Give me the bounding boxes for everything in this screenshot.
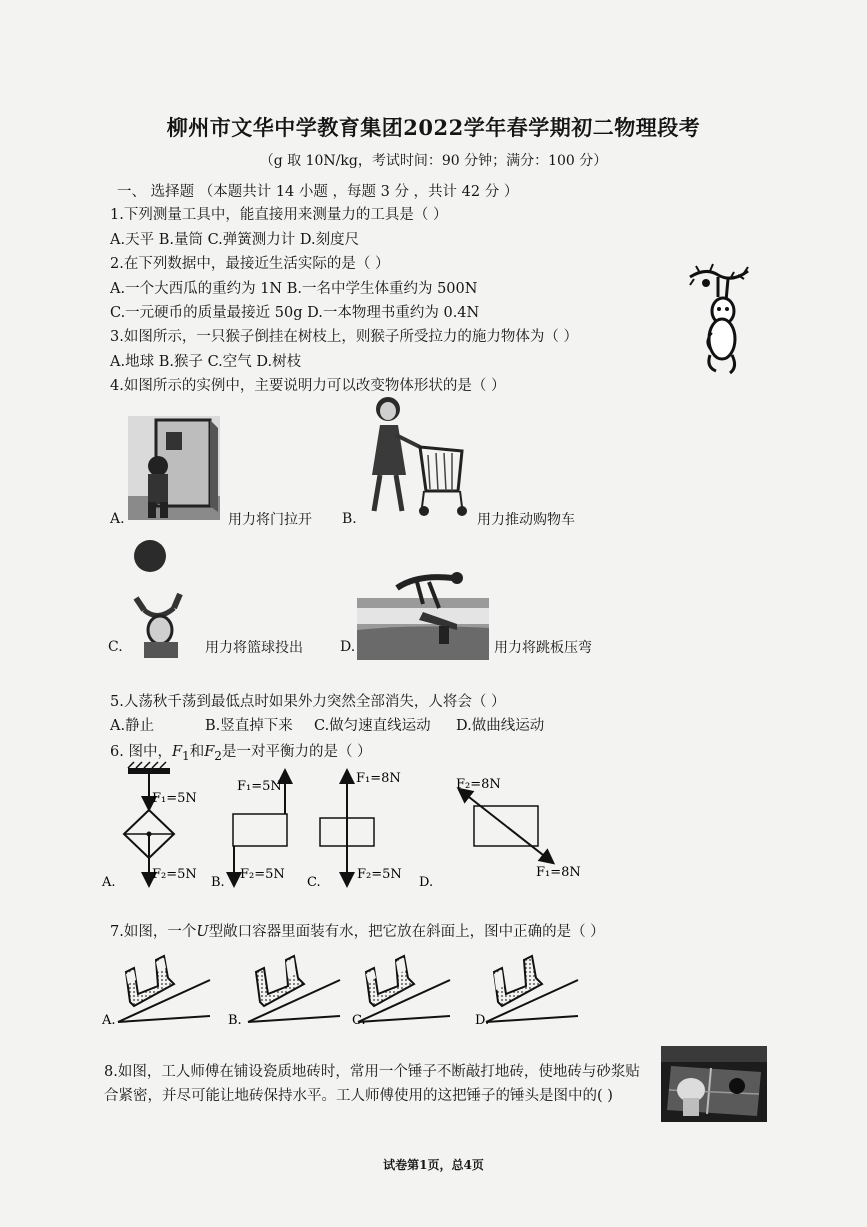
diagram-a-f2: F₂=5N	[152, 867, 197, 882]
q4-d-caption: 用力将跳板压弯	[494, 640, 592, 656]
q5-stem: 5.人荡秋千荡到最低点时如果外力突然全部消失，人将会（ ）	[110, 694, 506, 710]
q5-option-d: D.做曲线运动	[456, 718, 545, 734]
diagram-a-f1: F₁=5N	[152, 791, 197, 806]
monkey-figure	[686, 263, 756, 375]
q7-label-a: A.	[102, 1013, 116, 1028]
u-container-a	[118, 956, 210, 1022]
q7-label-b: B.	[228, 1013, 242, 1028]
u-container-c	[358, 956, 450, 1022]
exam-info: （g 取 10N/kg，考试时间：90 分钟；满分：100 分）	[259, 153, 608, 169]
q4-d-label: D.	[340, 639, 356, 655]
diagram-c-f1: F₁=8N	[356, 771, 401, 786]
q7-label-d: D.	[475, 1013, 490, 1028]
q4-b-label: B.	[342, 511, 357, 527]
q3-options: A.地球 B.猴子 C.空气 D.树枝	[110, 354, 302, 370]
q4-a-label: A.	[110, 511, 125, 527]
diagram-a	[124, 762, 197, 884]
diagram-c-f2: F₂=5N	[357, 867, 402, 882]
diagram-b-f2: F₂=5N	[240, 867, 285, 882]
q7-u-container-diagrams	[100, 950, 600, 1030]
q6-stem: 6. 图中，$F_1$和$F_2$是一对平衡力的是（ ）	[110, 744, 372, 763]
q6-label-a: A.	[102, 875, 116, 890]
q5-option-a: A.静止	[110, 718, 155, 734]
basketball-photo	[122, 538, 202, 658]
diagram-c	[320, 771, 402, 884]
q5-option-c: C.做匀速直线运动	[314, 718, 431, 734]
q4-b-caption: 用力推动购物车	[477, 512, 575, 528]
diving-board-photo	[357, 568, 489, 660]
q6-label-c: C.	[307, 875, 321, 890]
diagram-d	[456, 777, 581, 880]
q4-c-label: C.	[108, 639, 123, 655]
u-container-b	[248, 956, 340, 1022]
q8-line1: 8.如图，工人师傅在铺设瓷质地砖时，常用一个锤子不断敲打地砖，使地砖与砂浆贴	[104, 1064, 640, 1080]
q6-label-b: B.	[211, 875, 225, 890]
q2-stem: 2.在下列数据中，最接近生活实际的是（ ）	[110, 256, 390, 272]
q1-options: A.天平 B.量筒 C.弹簧测力计 D.刻度尺	[110, 232, 360, 248]
diagram-d-f2: F₂=8N	[456, 777, 501, 792]
page-footer: 试卷第1页，总4页	[383, 1158, 484, 1172]
diagram-b	[233, 772, 287, 884]
u-container-d	[486, 956, 578, 1022]
q2-options-cd: C.一元硬币的质量最接近 50g D.一本物理书重约为 0.4N	[110, 305, 480, 321]
q3-stem: 3.如图所示，一只猴子倒挂在树枝上，则猴子所受拉力的施力物体为（ ）	[110, 329, 578, 345]
q2-options-ab: A.一个大西瓜的重约为 1N B.一名中学生体重约为 500N	[110, 281, 478, 297]
hammer-tile-photo	[661, 1046, 767, 1122]
door-photo	[128, 416, 220, 520]
diagram-b-f1: F₁=5N	[237, 779, 282, 794]
q7-label-c: C.	[352, 1013, 366, 1028]
q6-label-d: D.	[419, 875, 434, 890]
diagram-d-f1: F₁=8N	[536, 865, 581, 880]
page-title: 柳州市文华中学教育集团2022学年春学期初二物理段考	[166, 115, 701, 140]
q6-force-diagrams	[100, 760, 620, 900]
q7-stem: 7.如图，一个U型敞口容器里面装有水，把它放在斜面上，图中正确的是（ ）	[110, 924, 605, 940]
q4-c-caption: 用力将篮球投出	[205, 640, 303, 656]
section-heading: 一、 选择题 （本题共计 14 小题 ，每题 3 分 ，共计 42 分 ）	[117, 184, 519, 200]
q8-line2: 合紧密，并尽可能让地砖保持水平。工人师傅使用的这把锤子的锤头是图中的( )	[104, 1088, 613, 1104]
q4-stem: 4.如图所示的实例中，主要说明力可以改变物体形状的是（ ）	[110, 378, 506, 394]
q1-stem: 1.下列测量工具中，能直接用来测量力的工具是（ ）	[110, 207, 448, 223]
shopping-cart-photo	[362, 395, 472, 520]
q4-a-caption: 用力将门拉开	[228, 512, 312, 528]
q5-option-b: B.竖直掉下来	[205, 718, 293, 734]
